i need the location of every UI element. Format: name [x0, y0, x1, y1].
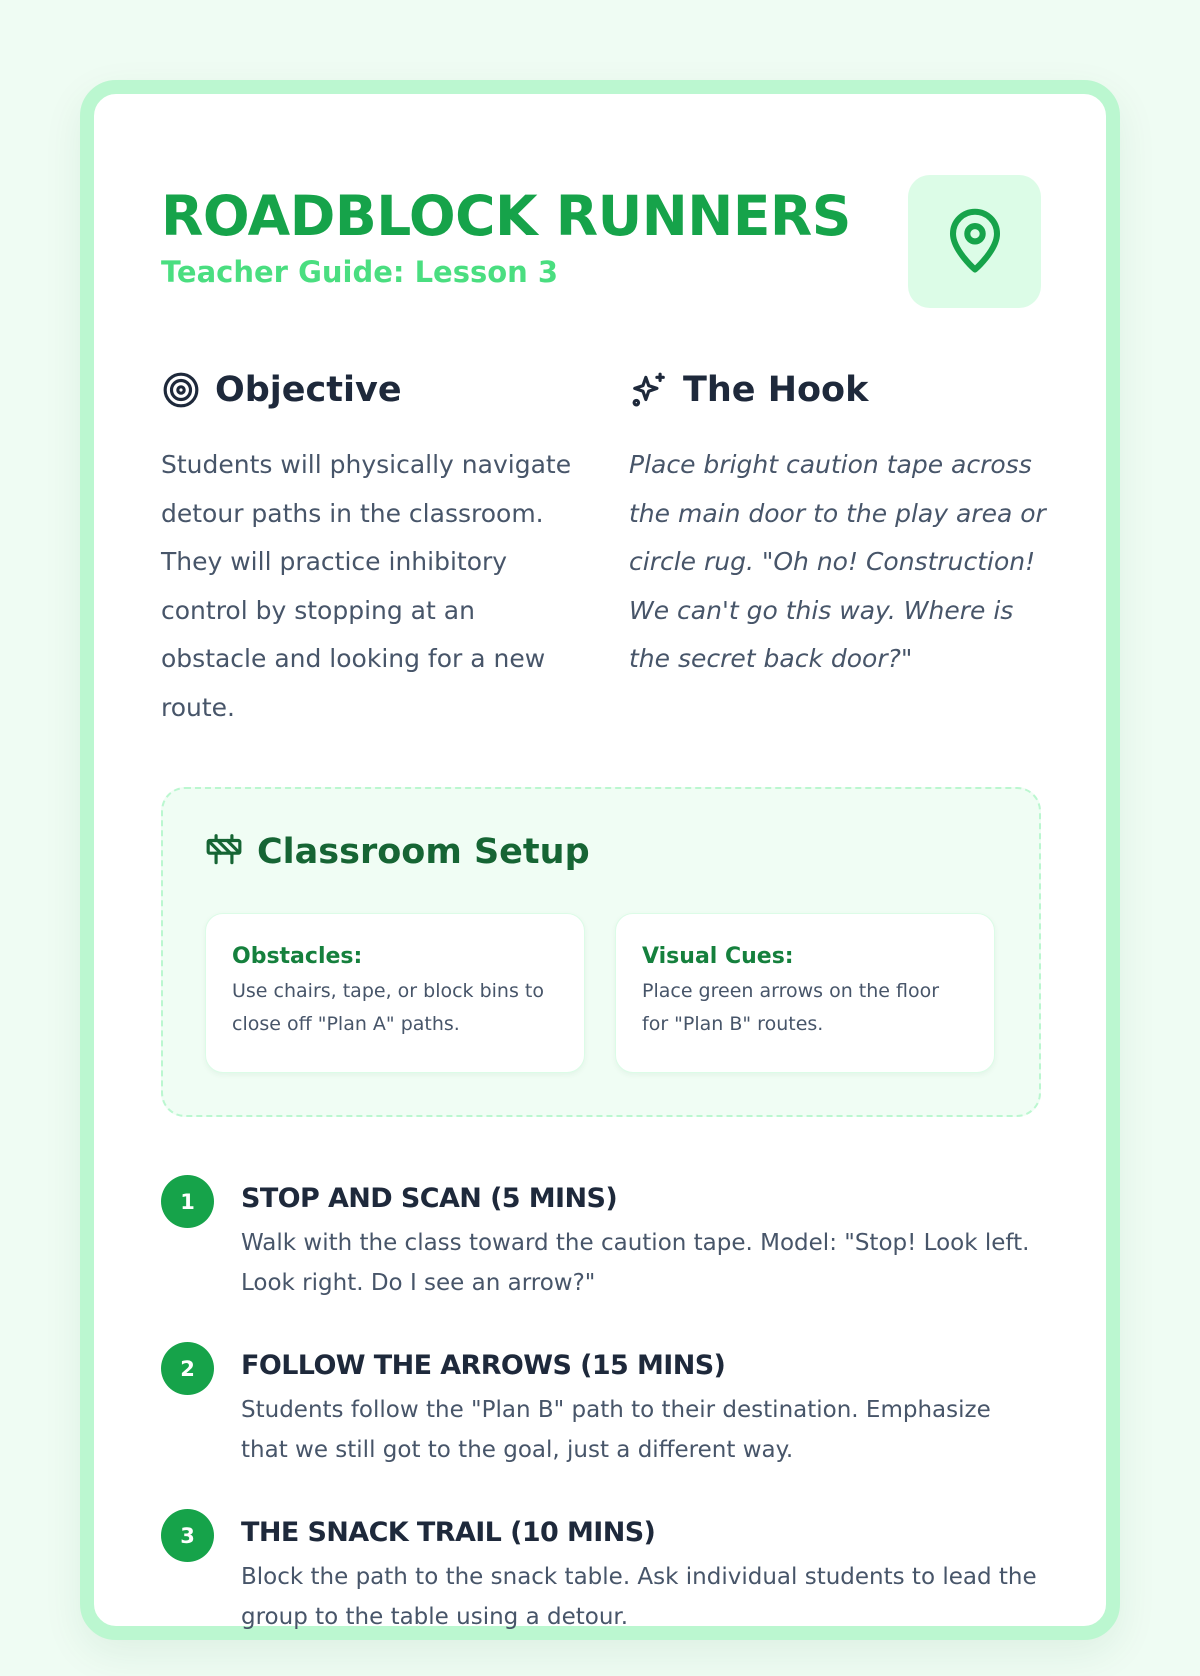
step-item [161, 1509, 1041, 1676]
classroom-setup-panel [161, 787, 1041, 1117]
step-description: Students follow the "Plan B" path to their destination. Emphasize that we still got to the goal, just a different way. [241, 1397, 991, 1463]
hook-section [629, 365, 1049, 684]
step-description: Walk with the class toward the caution tape. Model: "Stop! Look left. Look right. Do I see an arrow?" [241, 1230, 1030, 1296]
page-title: ROADBLOCK RUNNERS [161, 184, 851, 248]
objective-text: Students will physically navigate detour paths in the classroom. They will practice inhibitory control by stopping at an obstacle and looking for a new route. [161, 450, 572, 722]
map-pin-badge [908, 175, 1041, 308]
objective-hook-section [161, 365, 1046, 725]
step-title: THE SNACK TRAIL (10 MINS) [241, 1517, 656, 1548]
step-title: FOLLOW THE ARROWS (15 MINS) [241, 1350, 726, 1381]
step-description: Block the path to the snack table. Ask individual students to lead the group to the table using a detour. [241, 1564, 1037, 1630]
step-item [161, 1342, 1041, 1509]
obstacles-card [205, 913, 585, 1073]
obstacles-label: Obstacles: [232, 944, 363, 969]
lesson-content [161, 175, 1046, 1630]
sparkles-icon [629, 370, 669, 410]
hook-text: Place bright caution tape across the main door to the play area or circle rug. "Oh no! Construction! We can't go this way. Where is the secret back door?" [629, 450, 1046, 673]
visual-cues-text: Place green arrows on the floor for "Plan B" routes. [642, 980, 940, 1035]
construction-barrier-icon [205, 831, 243, 873]
hook-heading: The Hook [683, 370, 869, 410]
lesson-steps [161, 1175, 1041, 1676]
lesson-card [80, 80, 1120, 1640]
step-number-badge: 2 [161, 1342, 214, 1395]
setup-heading-row [205, 831, 590, 873]
step-number-badge: 1 [161, 1175, 214, 1228]
page-subtitle: Teacher Guide: Lesson 3 [161, 255, 559, 289]
objective-section [161, 365, 581, 732]
objective-heading: Objective [215, 370, 402, 410]
obstacles-text: Use chairs, tape, or block bins to close off "Plan A" paths. [232, 980, 544, 1035]
target-icon [161, 370, 201, 410]
step-number-badge: 3 [161, 1509, 214, 1562]
lesson-header [161, 175, 1041, 310]
setup-heading: Classroom Setup [257, 832, 590, 872]
map-pin-icon [942, 206, 1008, 278]
step-title: STOP AND SCAN (5 MINS) [241, 1183, 618, 1214]
step-item [161, 1175, 1041, 1342]
objective-heading-row [161, 365, 581, 415]
visual-cues-label: Visual Cues: [642, 944, 794, 969]
visual-cues-card [615, 913, 995, 1073]
hook-heading-row [629, 365, 1049, 415]
